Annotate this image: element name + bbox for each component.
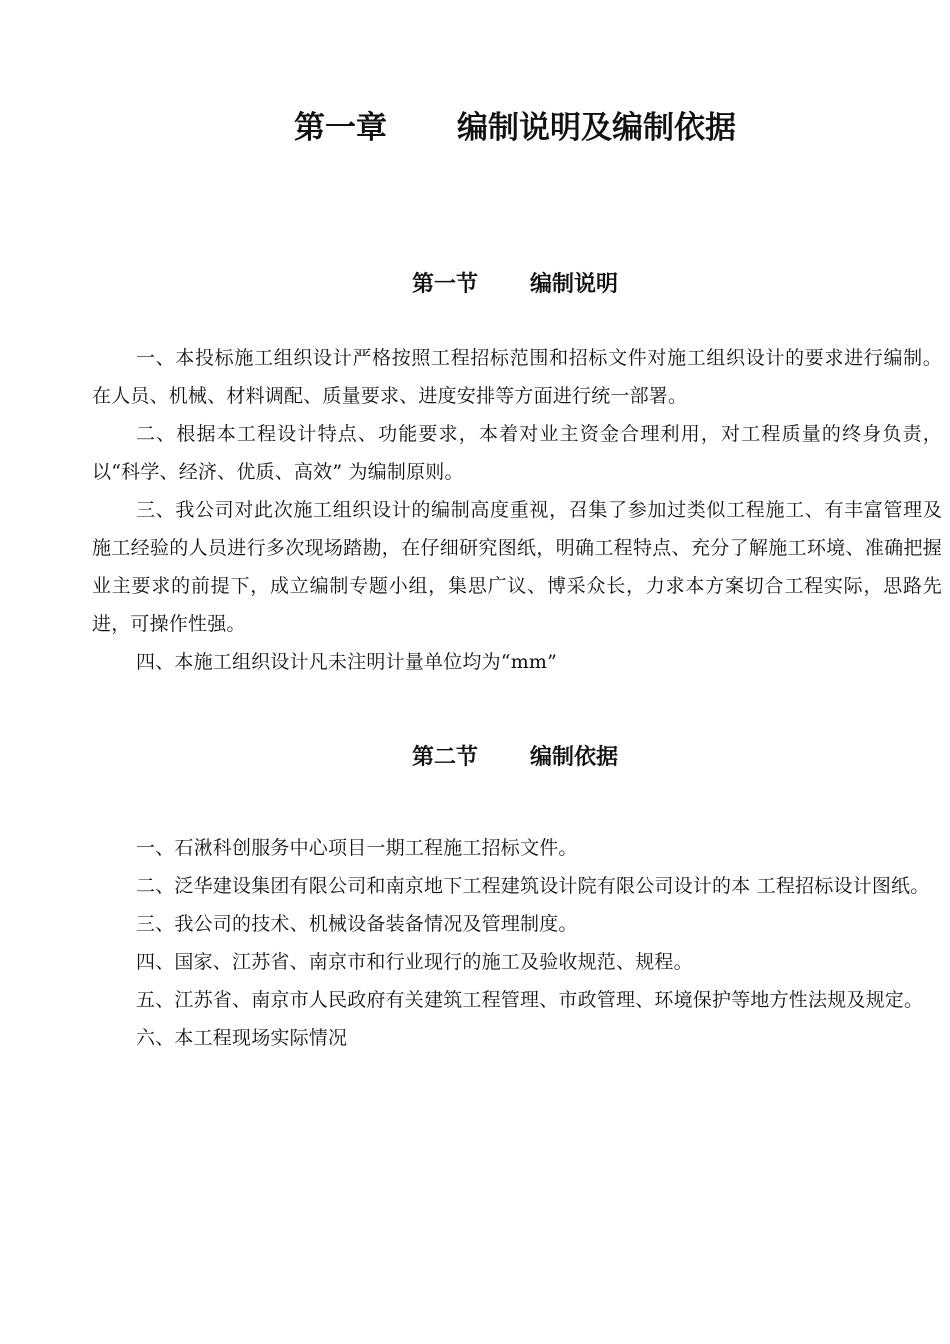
paragraph: 四、本施工组织设计凡未注明计量单位均为“mm” bbox=[136, 651, 558, 673]
chapter-number: 第一章 bbox=[294, 110, 387, 146]
section-2-body bbox=[92, 829, 942, 1057]
paragraph: 六、本工程现场实际情况 bbox=[136, 1027, 348, 1049]
chapter-name: 编制说明及编制依据 bbox=[457, 110, 736, 146]
section-name: 编制说明 bbox=[530, 272, 619, 297]
section-number: 第二节 bbox=[411, 745, 478, 770]
section-1-body bbox=[92, 339, 942, 681]
paragraph: 四、国家、江苏省、南京市和行业现行的施工及验收规范、规程。 bbox=[136, 951, 693, 973]
paragraph: 三、我公司对此次施工组织设计的编制高度重视，召集了参加过类似工程施工、有丰富管理及施工经验的人员进行多次现场踏勘，在仔细研究图纸，明确工程特点、充分了解施工环境、准确把握业主要求的前提下，成立编制专题小组，集思广议、博采众长，力求本方案切合工程实际，思路先进，可操作性强。 bbox=[92, 499, 942, 635]
paragraph: 二、泛华建设集团有限公司和南京地下工程建筑设计院有限公司设计的本 工程招标设计图纸。 bbox=[136, 875, 930, 897]
paragraph: 三、我公司的技术、机械设备装备情况及管理制度。 bbox=[136, 913, 578, 935]
paragraph: 一、本投标施工组织设计严格按照工程招标范围和招标文件对施工组织设计的要求进行编制。在人员、机械、材料调配、质量要求、进度安排等方面进行统一部署。 bbox=[92, 347, 942, 407]
section-name: 编制依据 bbox=[530, 745, 619, 770]
chapter-title bbox=[0, 104, 950, 152]
paragraph: 二、根据本工程设计特点、功能要求，本着对业主资金合理利用，对工程质量的终身负责，以“科学、经济、优质、高效” 为编制原则。 bbox=[92, 423, 942, 483]
section-title-1 bbox=[0, 268, 950, 302]
paragraph: 五、江苏省、南京市人民政府有关建筑工程管理、市政管理、环境保护等地方性法规及规定。 bbox=[136, 989, 924, 1011]
paragraph: 一、石湫科创服务中心项目一期工程施工招标文件。 bbox=[136, 837, 578, 859]
section-number: 第一节 bbox=[411, 272, 478, 297]
section-title-2 bbox=[0, 741, 950, 775]
